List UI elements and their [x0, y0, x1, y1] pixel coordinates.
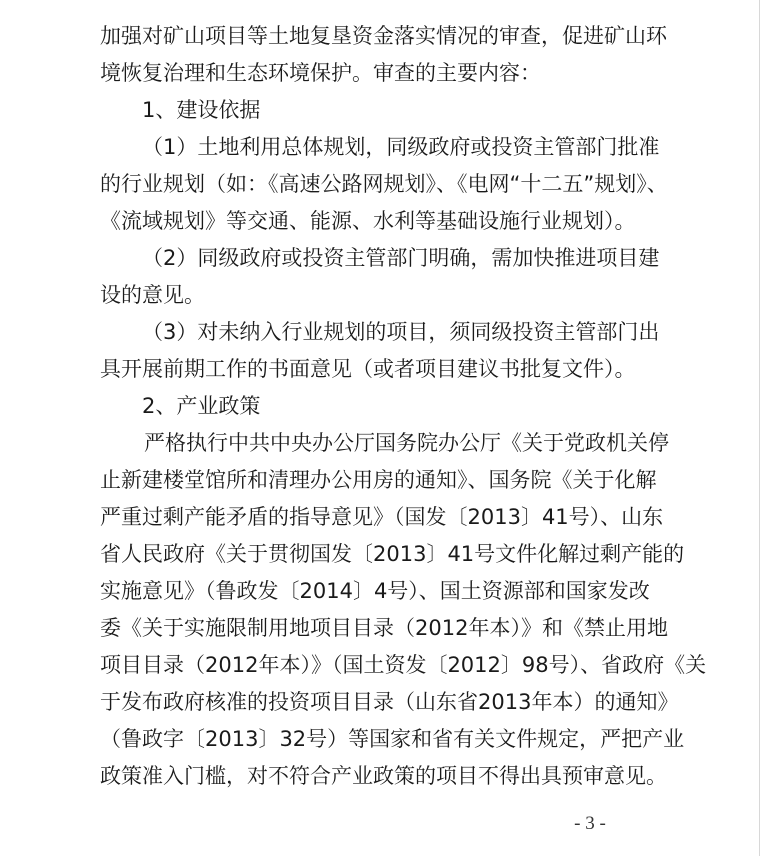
page-number: - 3 - — [574, 813, 606, 834]
text-line: 严格执行中共中央办公厅国务院办公厅《关于党政机关停 — [144, 431, 669, 455]
text-line: 省人民政府《关于贯彻国发〔2013〕41号文件化解过剩产能的 — [100, 542, 685, 566]
body-text — [100, 18, 707, 795]
text-line: 实施意见》（鲁政发〔2014〕4号）、国土资源部和国家发改 — [100, 579, 650, 603]
text-line: 具开展前期工作的书面意见（或者项目建议书批复文件）。 — [100, 357, 636, 381]
text-line: 《流域规划》等交通、能源、水利等基础设施行业规划）。 — [100, 209, 636, 233]
section-heading: 1、建设依据 — [142, 98, 261, 122]
text-line: （鲁政字〔2013〕32号）等国家和省有关文件规定，严把产业 — [100, 727, 685, 751]
text-line: 严重过剩产能矛盾的指导意见》（国发〔2013〕41号）、山东 — [100, 505, 664, 529]
text-line: 的行业规划（如：《高速公路网规划》、《电网“十二五”规划》、 — [100, 172, 668, 196]
text-line: 于发布政府核准的投资项目目录（山东省2013年本）的通知》 — [100, 690, 679, 714]
text-line: 委《关于实施限制用地项目目录（2012年本）》和《禁止用地 — [100, 616, 668, 640]
page-edge — [759, 0, 760, 856]
text-line: 境恢复治理和生态环境保护。审查的主要内容： — [100, 61, 541, 85]
text-line: （3）对未纳入行业规划的项目，须同级投资主管部门出 — [142, 320, 660, 344]
text-line: 政策准入门槛，对不符合产业政策的项目不得出具预审意见。 — [100, 764, 667, 788]
text-line: （1）土地利用总体规划，同级政府或投资主管部门批准 — [142, 135, 660, 159]
text-line: 设的意见。 — [100, 283, 205, 307]
text-line: （2）同级政府或投资主管部门明确，需加快推进项目建 — [142, 246, 660, 270]
section-heading: 2、产业政策 — [142, 394, 261, 418]
text-line: 止新建楼堂馆所和清理办公用房的通知》、国务院《关于化解 — [100, 468, 657, 492]
text-line: 项目目录（2012年本）》（国土资发〔2012〕98号）、省政府《关 — [100, 653, 707, 677]
text-line: 加强对矿山项目等土地复垦资金落实情况的审查，促进矿山环 — [100, 24, 667, 48]
